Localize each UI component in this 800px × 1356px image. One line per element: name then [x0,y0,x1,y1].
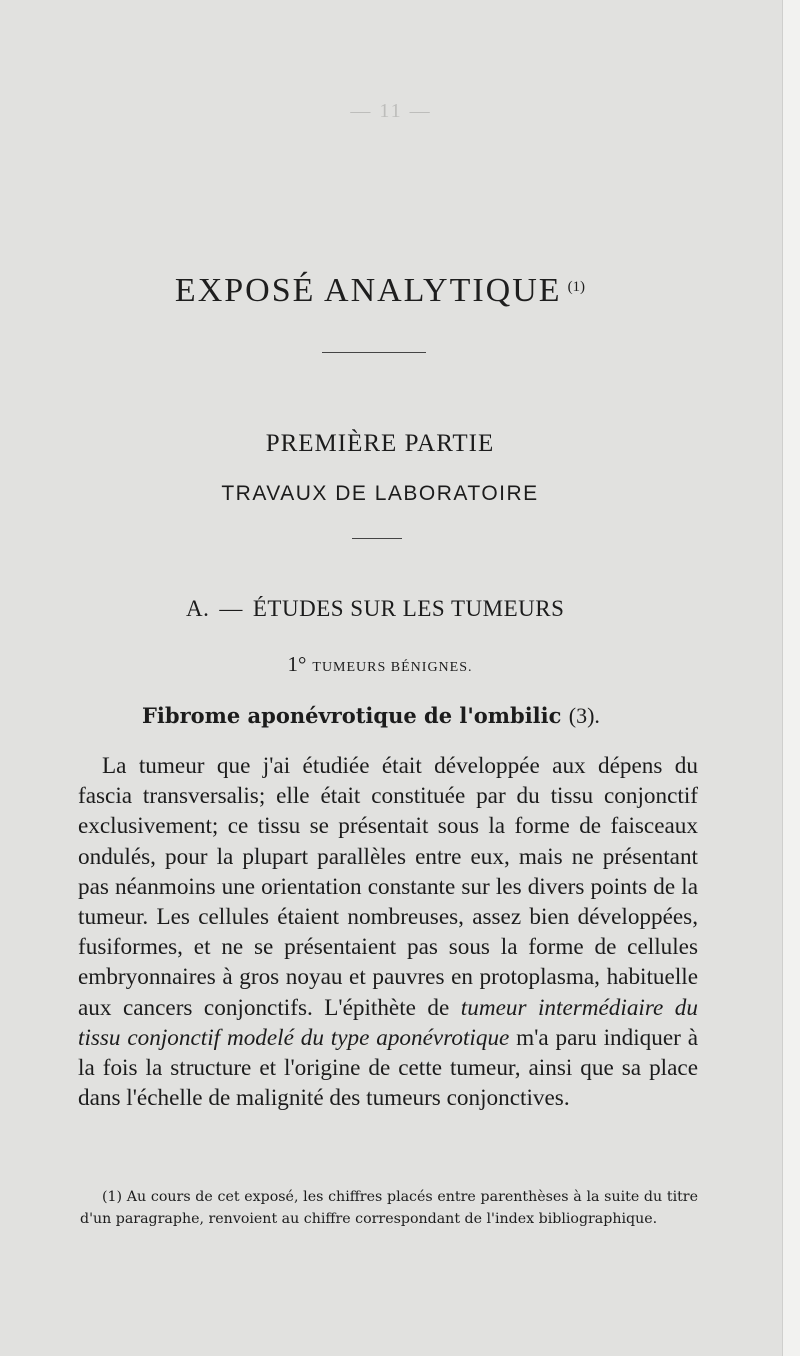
footnote-reference: (1) [567,279,586,295]
main-title [0,272,760,310]
article-reference: (3). [568,703,600,728]
subsection-title-text: TUMEURS BÉNIGNES. [312,660,473,675]
article-title-text: Fibrome aponévrotique de l'ombilic [142,703,562,728]
page-number: — 11 — [350,100,432,122]
main-title-text: EXPOSÉ ANALYTIQUE [174,272,562,309]
body-paragraph [78,751,698,1113]
subsection-number: 1° [287,652,307,676]
section-letter: A. [186,596,210,621]
subsection-title [0,652,760,677]
part-title: PREMIÈRE PARTIE [265,430,495,457]
body-text-part2: m'a paru indiquer à la fois la structure et l'origine de cette tumeur, ainsi que sa place dans l'échelle de malignité des tumeurs conjonctives. [78,1024,698,1112]
section-title [186,596,564,622]
body-text-italic: tumeur intermédiaire du tissu conjonctif modelé du type aponévrotique [78,994,698,1051]
divider-rule [352,538,402,539]
footnote: (1) Au cours de cet exposé, les chiffres placés entre parenthèses à la suite du titre d'un paragraphe, renvoient au chiffre correspondant de l'index bibliographique. [80,1189,698,1227]
section-title-text: ÉTUDES SUR LES TUMEURS [252,596,565,621]
article-title [142,703,600,729]
divider-rule [322,352,426,353]
section-dash: — [219,596,243,621]
part-subtitle: TRAVAUX DE LABORATOIRE [221,482,539,505]
body-text-part1: La tumeur que j'ai étudiée était développée aux dépens du fascia transversalis; elle était constituée par du tissu conjonctif exclusivement; ce tissu se présentait sous la forme de faisceaux ondulés, pour la plupart parallèles entre eux, mais ne présentant pas néanmoins une orientation constante sur les divers points de la tumeur. Les cellules étaient nombreuses, assez bien développées, fusiformes, et ne se présentaient pas sous la forme de cellules embryonnaires à gros noyau et pauvres en protoplasma, habituelle aux cancers conjonctifs. L'épithète de [78,753,698,1021]
